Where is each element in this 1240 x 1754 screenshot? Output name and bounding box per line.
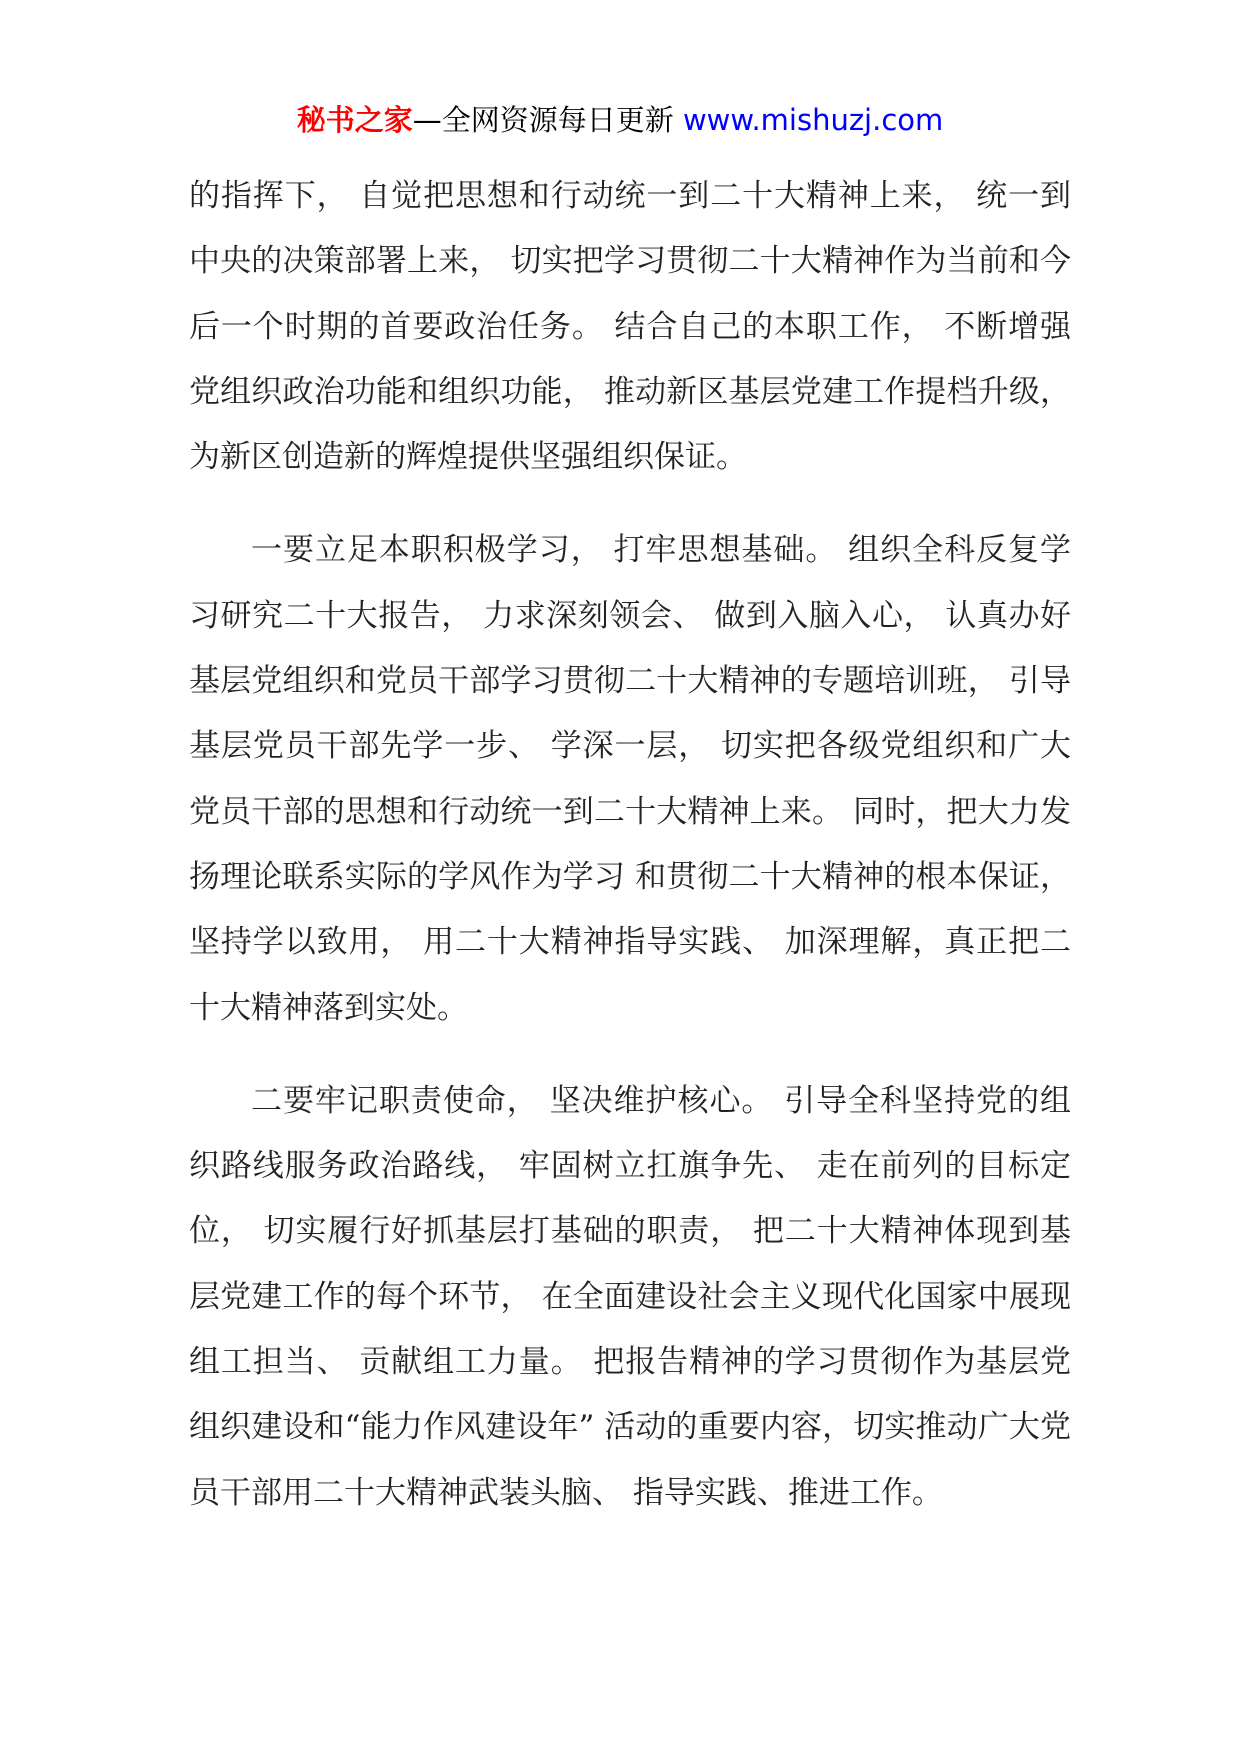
- site-url-link[interactable]: www.mishuzj.com: [682, 103, 944, 137]
- document-body: [189, 164, 1071, 1526]
- site-header: [0, 98, 1240, 142]
- brand-name: 秘书之家: [296, 103, 413, 137]
- paragraph-point-one: 一要立足本职积极学习， 打牢思想基础。 组织全科反复学习研究二十大报告， 力求深刻领会、 做到入脑入心， 认真办好基层党组织和党员干部学习贯彻二十大精神的专题培训班， 引导基层党员干部先学一步、 学深一层， 切实把各级党组织和广大党员干部的思想和行动统一到二十大精神上来。 同时，把大力发扬理论联系实际的学风作为学习 和贯彻二十大精神的根本保证， 坚持学以致用， 用二十大精神指导实践、 加深理解，真正把二十大精神落到实处。: [189, 532, 1071, 1026]
- header-slogan: —全网资源每日更新: [412, 103, 674, 137]
- paragraph-point-two: 二要牢记职责使命， 坚决维护核心。 引导全科坚持党的组织路线服务政治路线， 牢固树立扛旗争先、 走在前列的目标定位， 切实履行好抓基层打基础的职责， 把二十大精神体现到基层党建工作的每个环节， 在全面建设社会主义现代化国家中展现组工担当、 贡献组工力量。 把报告精神的学习贯彻作为基层党组织建设和“能力作风建设年” 活动的重要内容，切实推动广大党员干部用二十大精神武装头脑、 指导实践、推进工作。: [189, 1082, 1071, 1511]
- paragraph-continuation: 的指挥下， 自觉把思想和行动统一到二十大精神上来， 统一到中央的决策部署上来， 切实把学习贯彻二十大精神作为当前和今后一个时期的首要政治任务。 结合自己的本职工作， 不断增强党组织政治功能和组织功能， 推动新区基层党建工作提档升级， 为新区创造新的辉煌提供坚强组织保证。: [189, 178, 1071, 476]
